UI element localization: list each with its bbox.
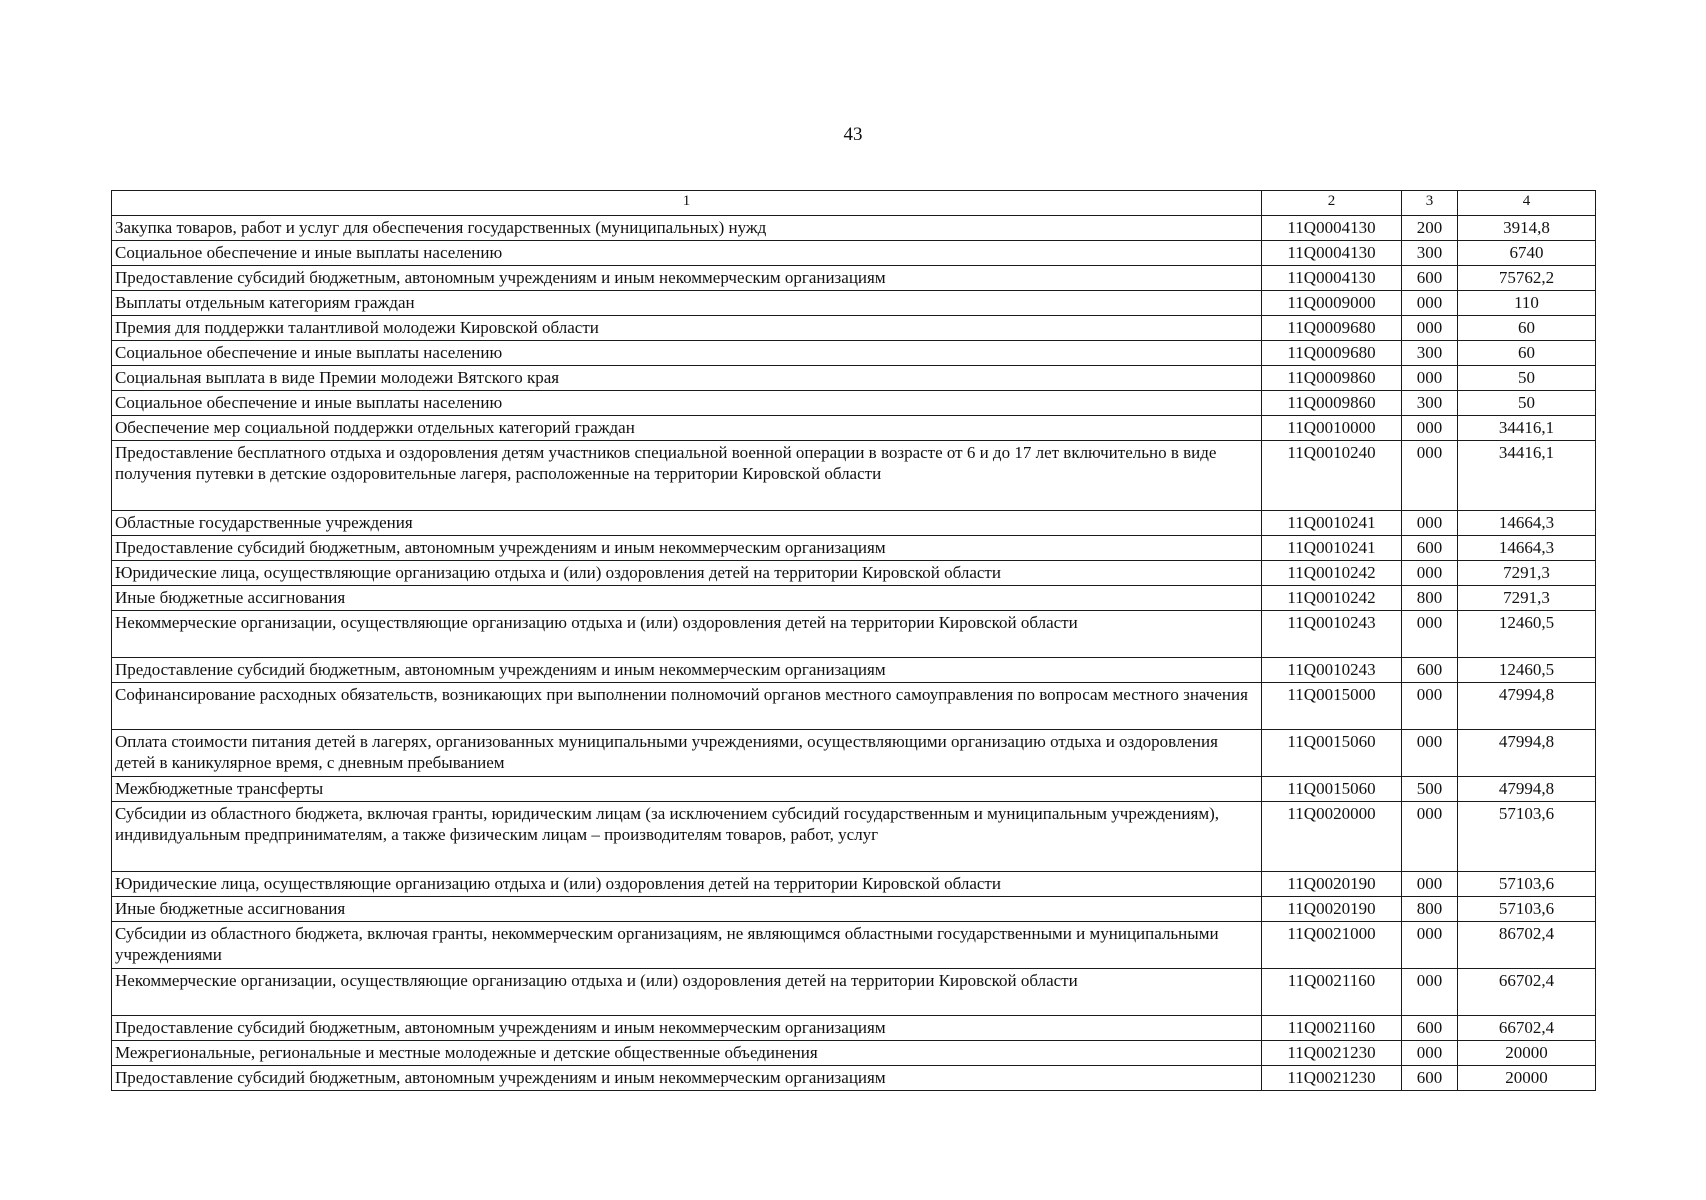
row-name: Иные бюджетные ассигнования	[112, 586, 1262, 611]
header-row	[112, 191, 1596, 216]
row-amount: 7291,3	[1458, 561, 1596, 586]
row-name: Юридические лица, осуществляющие организацию отдыха и (или) оздоровления детей на территории Кировской области	[112, 872, 1262, 897]
row-name: Оплата стоимости питания детей в лагерях, организованных муниципальными учреждениями, осуществляющими организацию отдыха и оздоровления детей в каникулярное время, с дневным пребыванием	[112, 730, 1262, 777]
row-name: Юридические лица, осуществляющие организацию отдыха и (или) оздоровления детей на территории Кировской области	[112, 561, 1262, 586]
row-code: 11Q0009680	[1262, 316, 1402, 341]
row-amount: 57103,6	[1458, 872, 1596, 897]
row-kind: 000	[1402, 922, 1458, 969]
table-row	[112, 266, 1596, 291]
table-row	[112, 683, 1596, 730]
row-kind: 600	[1402, 266, 1458, 291]
row-code: 11Q0010242	[1262, 586, 1402, 611]
table-row	[112, 922, 1596, 969]
row-kind: 300	[1402, 241, 1458, 266]
row-amount: 20000	[1458, 1041, 1596, 1066]
table-row	[112, 777, 1596, 802]
row-name: Межбюджетные трансферты	[112, 777, 1262, 802]
row-amount: 50	[1458, 391, 1596, 416]
budget-table	[111, 190, 1596, 1091]
row-kind: 000	[1402, 366, 1458, 391]
row-name: Социальное обеспечение и иные выплаты населению	[112, 391, 1262, 416]
row-amount: 110	[1458, 291, 1596, 316]
row-name: Премия для поддержки талантливой молодежи Кировской области	[112, 316, 1262, 341]
row-amount: 57103,6	[1458, 802, 1596, 872]
row-amount: 66702,4	[1458, 1016, 1596, 1041]
row-amount: 60	[1458, 316, 1596, 341]
row-amount: 66702,4	[1458, 969, 1596, 1016]
row-kind: 000	[1402, 611, 1458, 658]
row-code: 11Q0009680	[1262, 341, 1402, 366]
header-col-2: 2	[1262, 191, 1402, 216]
row-code: 11Q0021230	[1262, 1041, 1402, 1066]
row-amount: 60	[1458, 341, 1596, 366]
table-row	[112, 316, 1596, 341]
row-name: Закупка товаров, работ и услуг для обеспечения государственных (муниципальных) нужд	[112, 216, 1262, 241]
row-kind: 000	[1402, 872, 1458, 897]
row-code: 11Q0021000	[1262, 922, 1402, 969]
header-col-3: 3	[1402, 191, 1458, 216]
row-amount: 50	[1458, 366, 1596, 391]
row-amount: 34416,1	[1458, 441, 1596, 511]
row-name: Социальная выплата в виде Премии молодежи Вятского края	[112, 366, 1262, 391]
row-code: 11Q0020190	[1262, 872, 1402, 897]
row-amount: 7291,3	[1458, 586, 1596, 611]
row-code: 11Q0020000	[1262, 802, 1402, 872]
row-code: 11Q0009860	[1262, 366, 1402, 391]
row-kind: 000	[1402, 802, 1458, 872]
table-row	[112, 561, 1596, 586]
row-kind: 300	[1402, 391, 1458, 416]
row-kind: 000	[1402, 511, 1458, 536]
row-name: Предоставление субсидий бюджетным, автономным учреждениям и иным некоммерческим организациям	[112, 536, 1262, 561]
row-name: Областные государственные учреждения	[112, 511, 1262, 536]
row-amount: 34416,1	[1458, 416, 1596, 441]
table-row	[112, 897, 1596, 922]
row-name: Социальное обеспечение и иные выплаты населению	[112, 341, 1262, 366]
table-row	[112, 511, 1596, 536]
table-row	[112, 1066, 1596, 1091]
table-row	[112, 241, 1596, 266]
row-kind: 600	[1402, 658, 1458, 683]
row-kind: 000	[1402, 316, 1458, 341]
row-name: Иные бюджетные ассигнования	[112, 897, 1262, 922]
row-code: 11Q0010240	[1262, 441, 1402, 511]
row-name: Предоставление субсидий бюджетным, автономным учреждениям и иным некоммерческим организациям	[112, 658, 1262, 683]
row-amount: 75762,2	[1458, 266, 1596, 291]
row-code: 11Q0015000	[1262, 683, 1402, 730]
row-code: 11Q0009000	[1262, 291, 1402, 316]
row-amount: 57103,6	[1458, 897, 1596, 922]
row-code: 11Q0021230	[1262, 1066, 1402, 1091]
row-kind: 000	[1402, 683, 1458, 730]
row-name: Предоставление бесплатного отдыха и оздоровления детям участников специальной военной операции в возрасте от 6 и до 17 лет включительно в виде получения путевки в детские оздоровительные лагеря, расположенные на территории Кировской области	[112, 441, 1262, 511]
row-amount: 14664,3	[1458, 511, 1596, 536]
row-kind: 000	[1402, 730, 1458, 777]
table-row	[112, 1016, 1596, 1041]
table-row	[112, 658, 1596, 683]
table-row	[112, 586, 1596, 611]
row-kind: 600	[1402, 1016, 1458, 1041]
row-code: 11Q0010243	[1262, 611, 1402, 658]
row-name: Выплаты отдельным категориям граждан	[112, 291, 1262, 316]
row-code: 11Q0010241	[1262, 536, 1402, 561]
row-code: 11Q0021160	[1262, 969, 1402, 1016]
header-col-1: 1	[112, 191, 1262, 216]
row-code: 11Q0015060	[1262, 777, 1402, 802]
table-row	[112, 291, 1596, 316]
row-amount: 47994,8	[1458, 777, 1596, 802]
row-name: Предоставление субсидий бюджетным, автономным учреждениям и иным некоммерческим организациям	[112, 1016, 1262, 1041]
row-amount: 20000	[1458, 1066, 1596, 1091]
row-name: Некоммерческие организации, осуществляющие организацию отдыха и (или) оздоровления детей на территории Кировской области	[112, 969, 1262, 1016]
row-code: 11Q0020190	[1262, 897, 1402, 922]
row-code: 11Q0004130	[1262, 266, 1402, 291]
row-code: 11Q0010241	[1262, 511, 1402, 536]
row-name: Обеспечение мер социальной поддержки отдельных категорий граждан	[112, 416, 1262, 441]
row-code: 11Q0009860	[1262, 391, 1402, 416]
table-row	[112, 969, 1596, 1016]
row-code: 11Q0010000	[1262, 416, 1402, 441]
table-row	[112, 730, 1596, 777]
row-kind: 000	[1402, 291, 1458, 316]
row-amount: 12460,5	[1458, 658, 1596, 683]
row-name: Социальное обеспечение и иные выплаты населению	[112, 241, 1262, 266]
header-col-4: 4	[1458, 191, 1596, 216]
row-code: 11Q0010243	[1262, 658, 1402, 683]
row-name: Межрегиональные, региональные и местные молодежные и детские общественные объединения	[112, 1041, 1262, 1066]
table-row	[112, 802, 1596, 872]
row-kind: 000	[1402, 969, 1458, 1016]
row-amount: 12460,5	[1458, 611, 1596, 658]
row-code: 11Q0004130	[1262, 216, 1402, 241]
row-amount: 86702,4	[1458, 922, 1596, 969]
row-kind: 500	[1402, 777, 1458, 802]
table-row	[112, 366, 1596, 391]
row-kind: 600	[1402, 1066, 1458, 1091]
row-code: 11Q0021160	[1262, 1016, 1402, 1041]
row-code: 11Q0015060	[1262, 730, 1402, 777]
table-row	[112, 391, 1596, 416]
row-kind: 600	[1402, 536, 1458, 561]
row-kind: 200	[1402, 216, 1458, 241]
row-amount: 6740	[1458, 241, 1596, 266]
page-number: 43	[843, 124, 863, 145]
row-code: 11Q0004130	[1262, 241, 1402, 266]
table-row	[112, 611, 1596, 658]
row-kind: 800	[1402, 897, 1458, 922]
row-kind: 000	[1402, 561, 1458, 586]
table-row	[112, 536, 1596, 561]
row-name: Софинансирование расходных обязательств, возникающих при выполнении полномочий органов местного самоуправления по вопросам местного значения	[112, 683, 1262, 730]
row-code: 11Q0010242	[1262, 561, 1402, 586]
row-kind: 000	[1402, 416, 1458, 441]
row-name: Некоммерческие организации, осуществляющие организацию отдыха и (или) оздоровления детей на территории Кировской области	[112, 611, 1262, 658]
row-name: Субсидии из областного бюджета, включая гранты, некоммерческим организациям, не являющимся областными государственными и муниципальными учреждениями	[112, 922, 1262, 969]
row-kind: 300	[1402, 341, 1458, 366]
row-amount: 47994,8	[1458, 730, 1596, 777]
row-name: Предоставление субсидий бюджетным, автономным учреждениям и иным некоммерческим организациям	[112, 266, 1262, 291]
row-kind: 000	[1402, 1041, 1458, 1066]
row-name: Субсидии из областного бюджета, включая гранты, юридическим лицам (за исключением субсидий государственным и муниципальным учреждениям), индивидуальным предпринимателям, а также физическим лицам – производителям товаров, работ, услуг	[112, 802, 1262, 872]
table-row	[112, 341, 1596, 366]
table-row	[112, 216, 1596, 241]
row-amount: 47994,8	[1458, 683, 1596, 730]
row-amount: 3914,8	[1458, 216, 1596, 241]
table-row	[112, 441, 1596, 511]
row-kind: 800	[1402, 586, 1458, 611]
table-row	[112, 872, 1596, 897]
row-name: Предоставление субсидий бюджетным, автономным учреждениям и иным некоммерческим организациям	[112, 1066, 1262, 1091]
table-row	[112, 1041, 1596, 1066]
table-row	[112, 416, 1596, 441]
row-kind: 000	[1402, 441, 1458, 511]
row-amount: 14664,3	[1458, 536, 1596, 561]
